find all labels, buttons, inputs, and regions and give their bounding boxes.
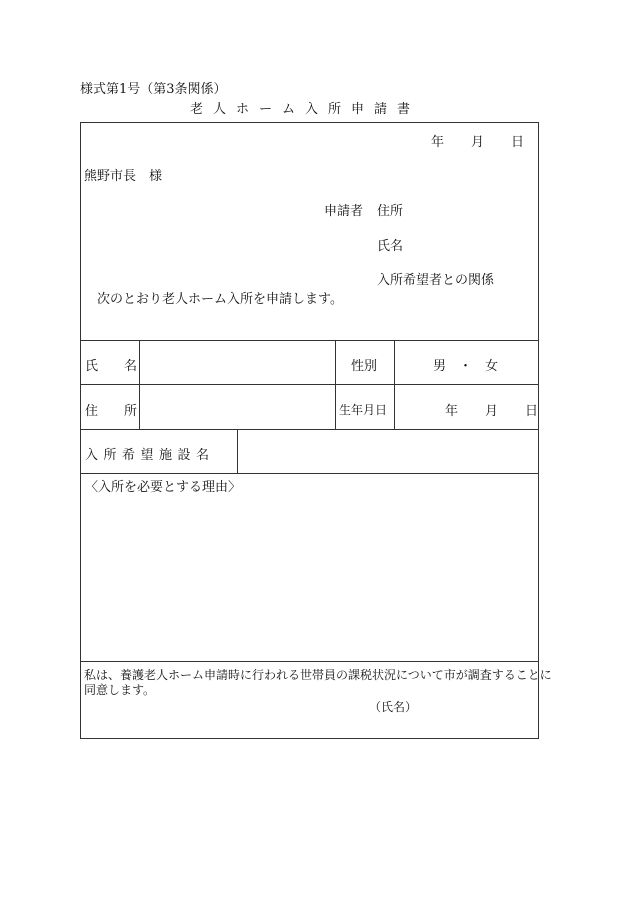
divider-gender-label-left [335, 340, 336, 429]
consent-text-line2: 同意します。 [84, 683, 156, 697]
date-month-label: 月 [471, 135, 485, 150]
application-form [80, 122, 552, 739]
divider-reason-section [81, 661, 538, 662]
applicant-name-label: 氏名 [377, 239, 404, 254]
form-title: 老人ホーム入所申請書 [190, 102, 421, 117]
divider-facility-row [81, 473, 538, 474]
consent-signature-label: （氏名） [369, 700, 418, 714]
applicant-label: 申請者 [324, 204, 364, 219]
date-day-label: 日 [511, 135, 525, 150]
birth-day-label: 日 [525, 404, 539, 419]
consent-signature-field[interactable] [411, 693, 536, 723]
reason-label: 〈入所を必要とする理由〉 [85, 480, 242, 495]
applicant-relation-label: 入所希望者との関係 [377, 273, 495, 288]
applicant-address-label: 住所 [377, 204, 404, 219]
name-label: 氏 名 [85, 359, 138, 374]
divider-gender-label-right [394, 340, 395, 429]
name-field[interactable] [140, 341, 335, 384]
gender-label: 性別 [351, 359, 378, 374]
birthdate-label: 生年月日 [339, 403, 388, 417]
request-statement: 次のとおり老人ホーム入所を申請します。 [97, 292, 343, 307]
birth-month-label: 月 [485, 404, 499, 419]
address-field[interactable] [140, 385, 335, 429]
form-number: 様式第1号（第3条関係） [80, 82, 227, 97]
address-label: 住 所 [85, 404, 138, 419]
gender-options[interactable]: 男 ・ 女 [433, 359, 499, 374]
reason-field[interactable] [82, 495, 537, 659]
facility-label: 入所希望施設名 [85, 448, 215, 463]
birth-year-label: 年 [445, 404, 459, 419]
addressee: 熊野市長 様 [84, 169, 163, 184]
facility-field[interactable] [238, 430, 538, 473]
date-year-label: 年 [431, 135, 445, 150]
consent-text-line1: 私は、養護老人ホーム申請時に行われる世帯員の課税状況について市が調査することに [84, 668, 552, 682]
